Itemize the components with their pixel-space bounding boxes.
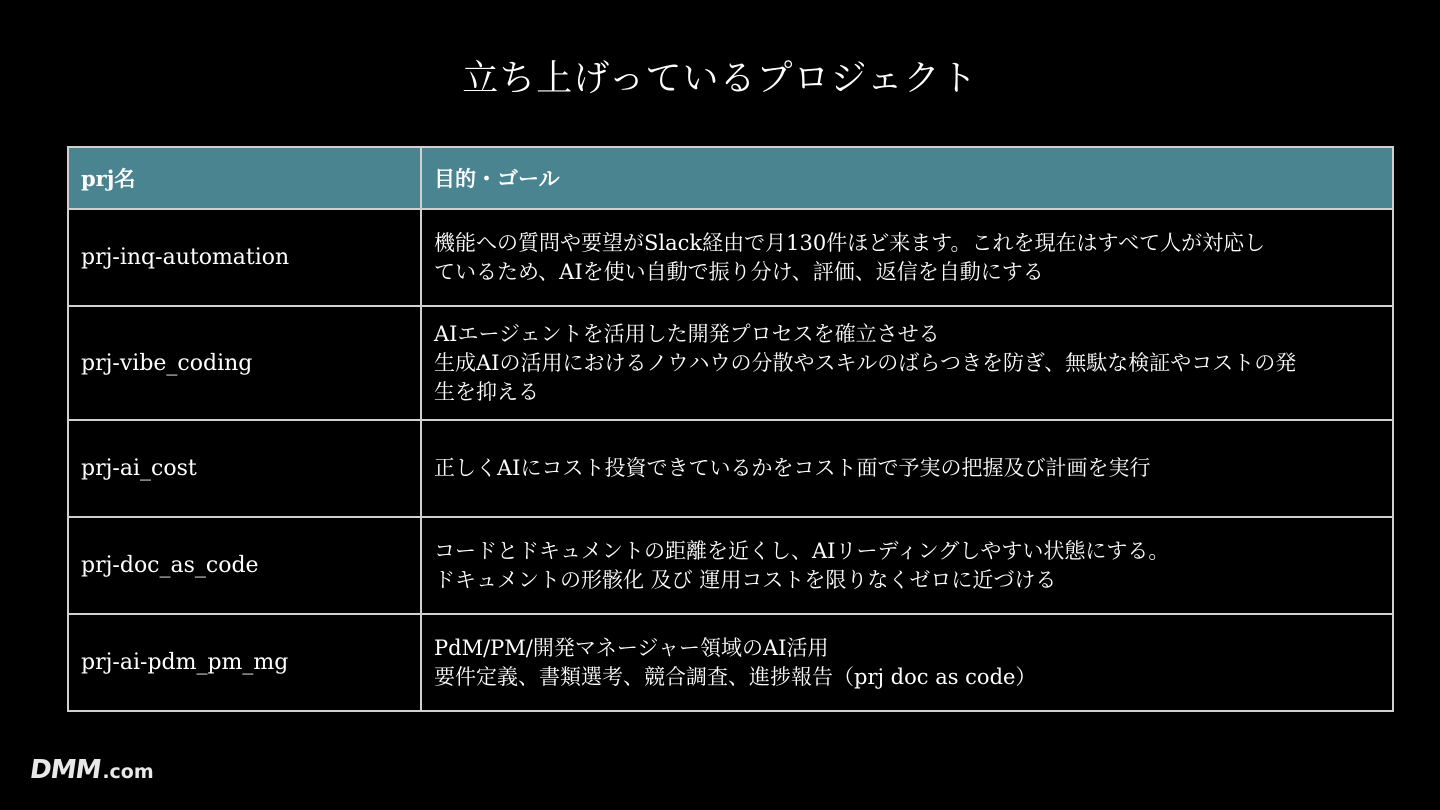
project-name-cell: prj-ai-pdm_pm_mg xyxy=(68,614,421,711)
table-row xyxy=(68,306,1393,420)
goal-line: コードとドキュメントの距離を近くし、AIリーディングしやすい状態にする。 xyxy=(434,538,1170,563)
project-goal-cell xyxy=(421,614,1393,711)
project-name-cell: prj-vibe_coding xyxy=(68,306,421,420)
goal-line: 正しくAIにコスト投資できているかをコスト面で予実の把握及び計画を実行 xyxy=(434,456,1151,480)
project-goal-cell xyxy=(421,517,1393,614)
goal-line: AIエージェントを活用した開発プロセスを確立させる xyxy=(434,321,940,346)
goal-line: ているため、AIを使い自動で振り分け、評価、返信を自動にする xyxy=(434,259,1044,284)
header-goal: 目的・ゴール xyxy=(421,147,1393,209)
project-table xyxy=(67,146,1394,712)
dmm-logo-mark: DMM xyxy=(27,755,103,785)
goal-line: 生を抑える xyxy=(434,379,539,404)
table-header-row xyxy=(68,147,1393,209)
header-project-name: prj名 xyxy=(68,147,421,209)
table-row xyxy=(68,517,1393,614)
project-name-cell: prj-ai_cost xyxy=(68,420,421,517)
project-goal-cell xyxy=(421,306,1393,420)
project-name-cell: prj-doc_as_code xyxy=(68,517,421,614)
goal-line: 要件定義、書類選考、競合調査、進捗報告（prj doc as code） xyxy=(434,664,1037,689)
project-name-cell: prj-inq-automation xyxy=(68,209,421,306)
project-goal-cell xyxy=(421,420,1393,517)
project-goal-cell xyxy=(421,209,1393,306)
project-table-container xyxy=(67,146,1392,712)
table-row xyxy=(68,420,1393,517)
slide-title: 立ち上げっているプロジェクト xyxy=(462,58,978,99)
goal-line: 機能への質問や要望がSlack経由で月130件ほど来ます。これを現在はすべて人が対応し xyxy=(434,230,1266,255)
table-row xyxy=(68,209,1393,306)
goal-line: ドキュメントの形骸化 及び 運用コストを限りなくゼロに近づける xyxy=(434,567,1057,592)
dmm-logo-suffix: .com xyxy=(102,761,154,783)
goal-line: 生成AIの活用におけるノウハウの分散やスキルのばらつきを防ぎ、無駄な検証やコストの発 xyxy=(434,350,1297,375)
goal-line: PdM/PM/開発マネージャー領域のAI活用 xyxy=(434,635,829,660)
dmm-logo xyxy=(27,755,154,785)
table-row xyxy=(68,614,1393,711)
